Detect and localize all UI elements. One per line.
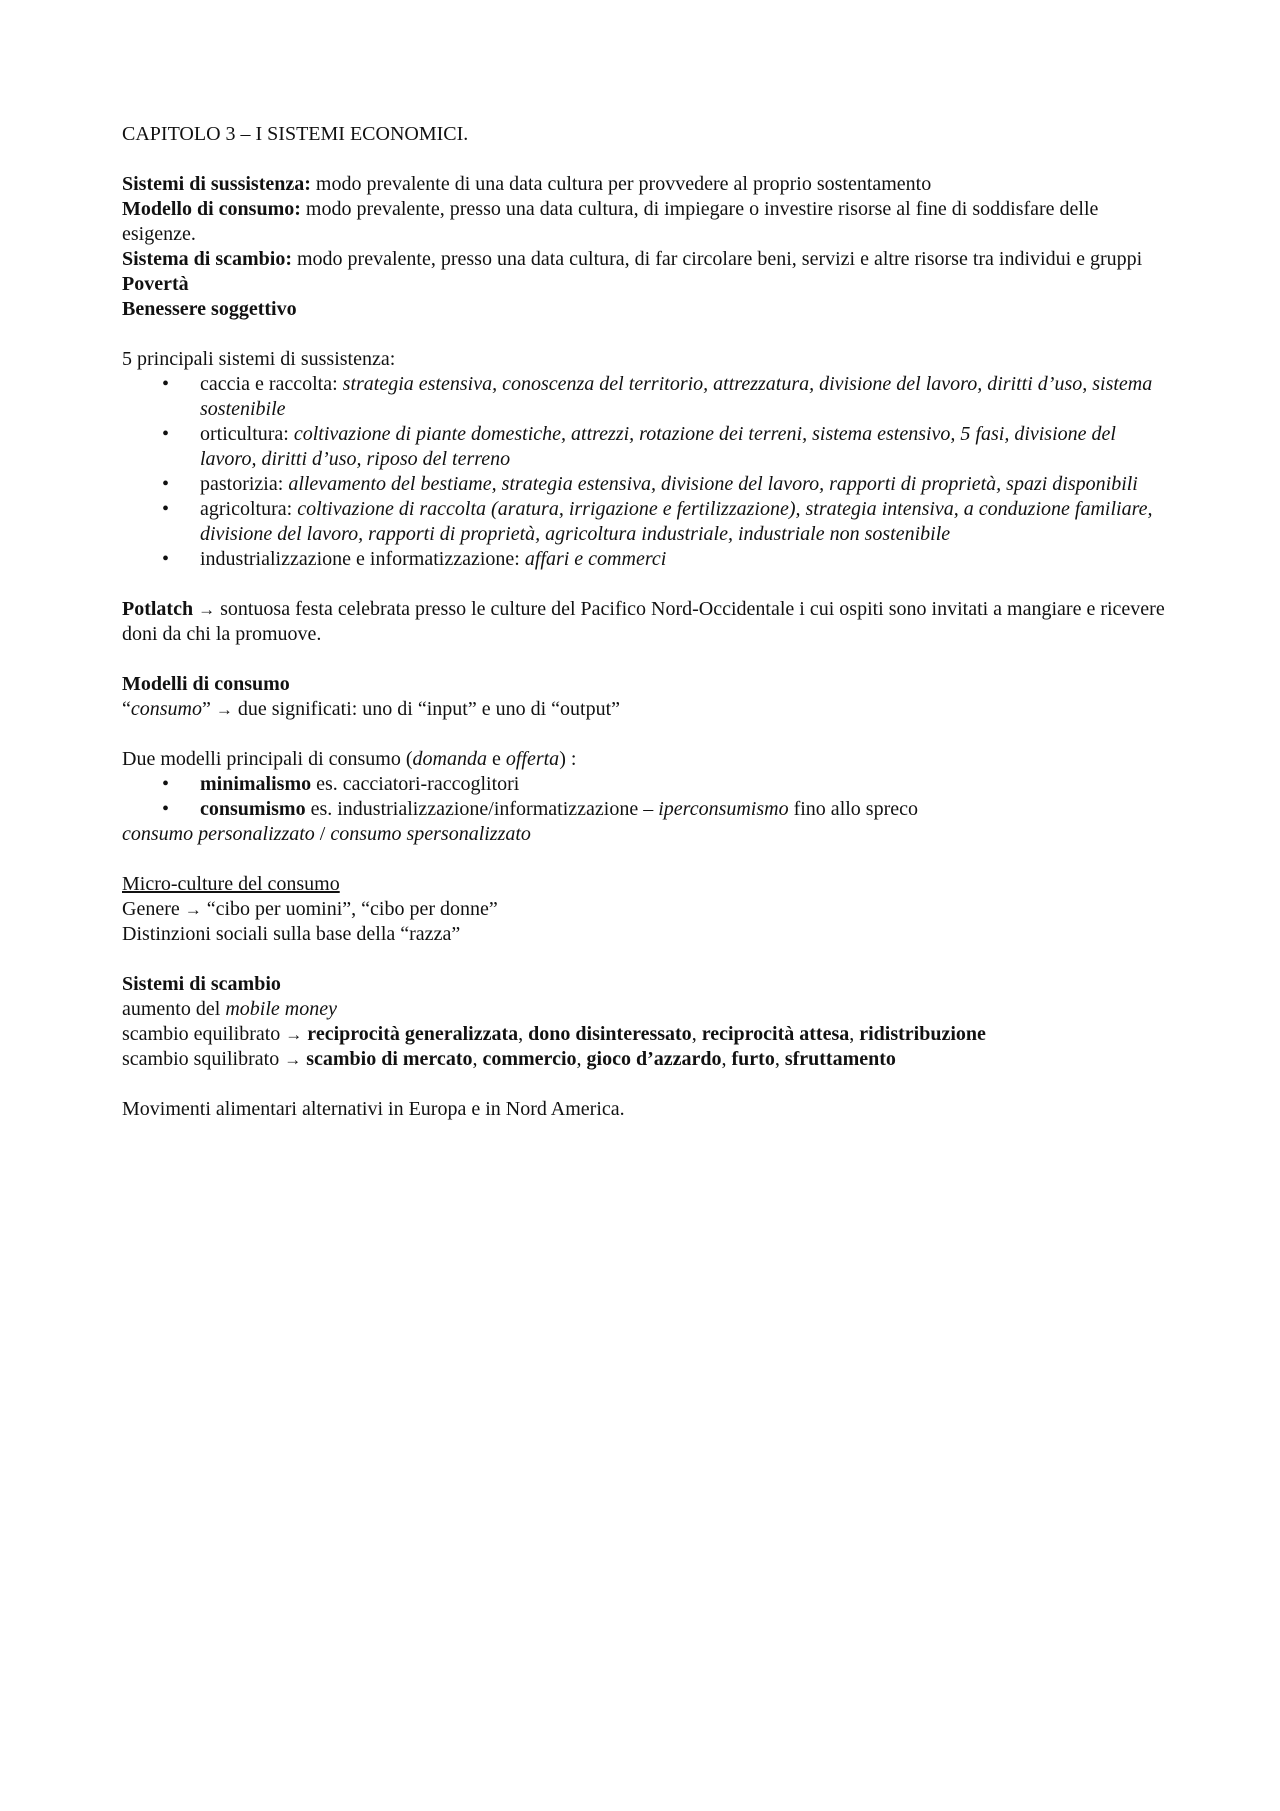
list-item [122, 472, 1167, 497]
micro-heading [122, 872, 1167, 897]
subsistence-list [122, 372, 1167, 572]
model-text: es. industrializzazione/informatizzazione – [305, 798, 659, 820]
spacer [122, 322, 1167, 347]
spacer [122, 947, 1167, 972]
definition-term: Benessere soggettivo [122, 298, 297, 320]
exchange-term: commercio [482, 1048, 577, 1070]
separator: , [774, 1048, 785, 1070]
section-heading: Micro-culture del consumo [122, 873, 340, 895]
definition-subsistence [122, 172, 1167, 197]
item-label: agricoltura: [200, 498, 298, 520]
mobile-money-line [122, 997, 1167, 1022]
model-term: consumismo [200, 798, 306, 820]
definition-text: modo prevalente, presso una data cultura, di impiegare o investire risorse al fine di soddisfare delle esigenze. [122, 198, 1099, 245]
exchange-term: reciprocità generalizzata [307, 1023, 519, 1045]
consumption-meaning [122, 697, 1167, 722]
meaning-text: due significati: uno di “input” e uno di “output” [232, 698, 621, 720]
subsistence-intro: 5 principali sistemi di sussistenza: [122, 348, 396, 370]
spacer [122, 722, 1167, 747]
definition-consumption [122, 197, 1167, 247]
arrow-right-icon: → [284, 1050, 302, 1069]
exchange-term: dono disinteressato [528, 1023, 692, 1045]
item-label: pastorizia: [200, 473, 289, 495]
exchange-term: sfruttamento [784, 1048, 896, 1070]
separator: / [314, 823, 331, 845]
separator: , [576, 1048, 587, 1070]
item-details: coltivazione di raccolta (aratura, irrigazione e fertilizzazione), strategia intensiva, a conduzione familiare, divisione del lavoro, rapporti di proprietà, agricoltura industriale, industriale non sostenibile [200, 498, 1153, 545]
list-item [122, 797, 1167, 822]
race-line: Distinzioni sociali sulla base della “razza” [122, 923, 461, 945]
intro-text: e [486, 748, 506, 770]
arrow-right-icon: → [184, 900, 202, 919]
list-item [122, 547, 1167, 572]
definition-wellbeing [122, 297, 1167, 322]
balanced-exchange-line [122, 1022, 1167, 1047]
section-heading: Modelli di consumo [122, 673, 290, 695]
unbalanced-exchange-line [122, 1047, 1167, 1072]
arrow-right-icon: → [198, 600, 216, 619]
model-italic: iperconsumismo [658, 798, 789, 820]
intro-text: Due modelli principali di consumo ( [122, 748, 413, 770]
list-item [122, 772, 1167, 797]
arrow-right-icon: → [215, 700, 233, 719]
spacer [122, 1072, 1167, 1097]
definition-text: modo prevalente di una data cultura per provvedere al proprio sostentamento [310, 173, 932, 195]
spacer [122, 147, 1167, 172]
personalized-line [122, 822, 1167, 847]
list-item [122, 422, 1167, 472]
intro-italic: domanda [412, 748, 487, 770]
definition-text: modo prevalente, presso una data cultura, di far circolare beni, servizi e altre risorse tra individui e gruppi [292, 248, 1143, 270]
definition-term: Sistema di scambio: [122, 248, 292, 270]
quote-mark: ” [202, 698, 216, 720]
spacer [122, 647, 1167, 672]
exchange-term: furto [731, 1048, 775, 1070]
closing-line: Movimenti alimentari alternativi in Europa e in Nord America. [122, 1098, 625, 1120]
separator: , [518, 1023, 529, 1045]
potlatch-term: Potlatch [122, 598, 194, 620]
exchange-label: scambio equilibrato [122, 1023, 286, 1045]
exchange-term: reciprocità attesa [701, 1023, 850, 1045]
separator: , [691, 1023, 702, 1045]
definition-term: Povertà [122, 273, 189, 295]
personalized-text: consumo personalizzato [122, 823, 315, 845]
list-item [122, 497, 1167, 547]
consumption-heading [122, 672, 1167, 697]
quote-mark: “ [122, 698, 131, 720]
mobile-text: aumento del [122, 998, 226, 1020]
models-list [122, 772, 1167, 822]
separator: , [472, 1048, 483, 1070]
item-label: caccia e raccolta: [200, 373, 343, 395]
gender-text: “cibo per uomini”, “cibo per donne” [201, 898, 498, 920]
item-details: allevamento del bestiame, strategia estensiva, divisione del lavoro, rapporti di proprietà, spazi disponibili [288, 473, 1138, 495]
item-details: coltivazione di piante domestiche, attrezzi, rotazione dei terreni, sistema estensivo, 5 fasi, divisione del lavoro, diritti d’uso, riposo del terreno [200, 423, 1116, 470]
exchange-term: gioco d’azzardo [586, 1048, 722, 1070]
exchange-label: scambio squilibrato [122, 1048, 285, 1070]
exchange-term: scambio di mercato [306, 1048, 473, 1070]
definition-exchange [122, 247, 1167, 272]
spacer [122, 572, 1167, 597]
models-intro [122, 747, 1167, 772]
model-term: minimalismo [200, 773, 312, 795]
intro-text: ) : [559, 748, 577, 770]
list-item [122, 372, 1167, 422]
definition-poverty [122, 272, 1167, 297]
model-text: es. cacciatori-raccoglitori [311, 773, 520, 795]
gender-line [122, 897, 1167, 922]
exchange-term: ridistribuzione [859, 1023, 986, 1045]
spacer [122, 847, 1167, 872]
gender-label: Genere [122, 898, 185, 920]
separator: , [721, 1048, 732, 1070]
section-heading: Sistemi di scambio [122, 973, 281, 995]
item-details: strategia estensiva, conoscenza del territorio, attrezzatura, divisione del lavoro, diritti d’uso, sistema sostenibile [200, 373, 1153, 420]
separator: , [849, 1023, 860, 1045]
page-title: CAPITOLO 3 – I SISTEMI ECONOMICI. [122, 123, 469, 145]
personalized-text: consumo spersonalizzato [330, 823, 531, 845]
potlatch-text: sontuosa festa celebrata presso le culture del Pacifico Nord-Occidentale i cui ospiti sono invitati a mangiare e ricevere doni da chi la promuove. [122, 598, 1165, 645]
intro-italic: offerta [505, 748, 560, 770]
definition-term: Sistemi di sussistenza: [122, 173, 311, 195]
potlatch-paragraph [122, 597, 1167, 647]
definition-term: Modello di consumo: [122, 198, 301, 220]
item-label: orticultura: [200, 423, 294, 445]
mobile-italic: mobile money [225, 998, 337, 1020]
document-page [122, 122, 1167, 1122]
exchange-heading [122, 972, 1167, 997]
item-label: industrializzazione e informatizzazione: [200, 548, 525, 570]
quoted-word: consumo [130, 698, 202, 720]
arrow-right-icon: → [285, 1025, 303, 1044]
model-text: fino allo spreco [788, 798, 918, 820]
item-details: affari e commerci [524, 548, 667, 570]
